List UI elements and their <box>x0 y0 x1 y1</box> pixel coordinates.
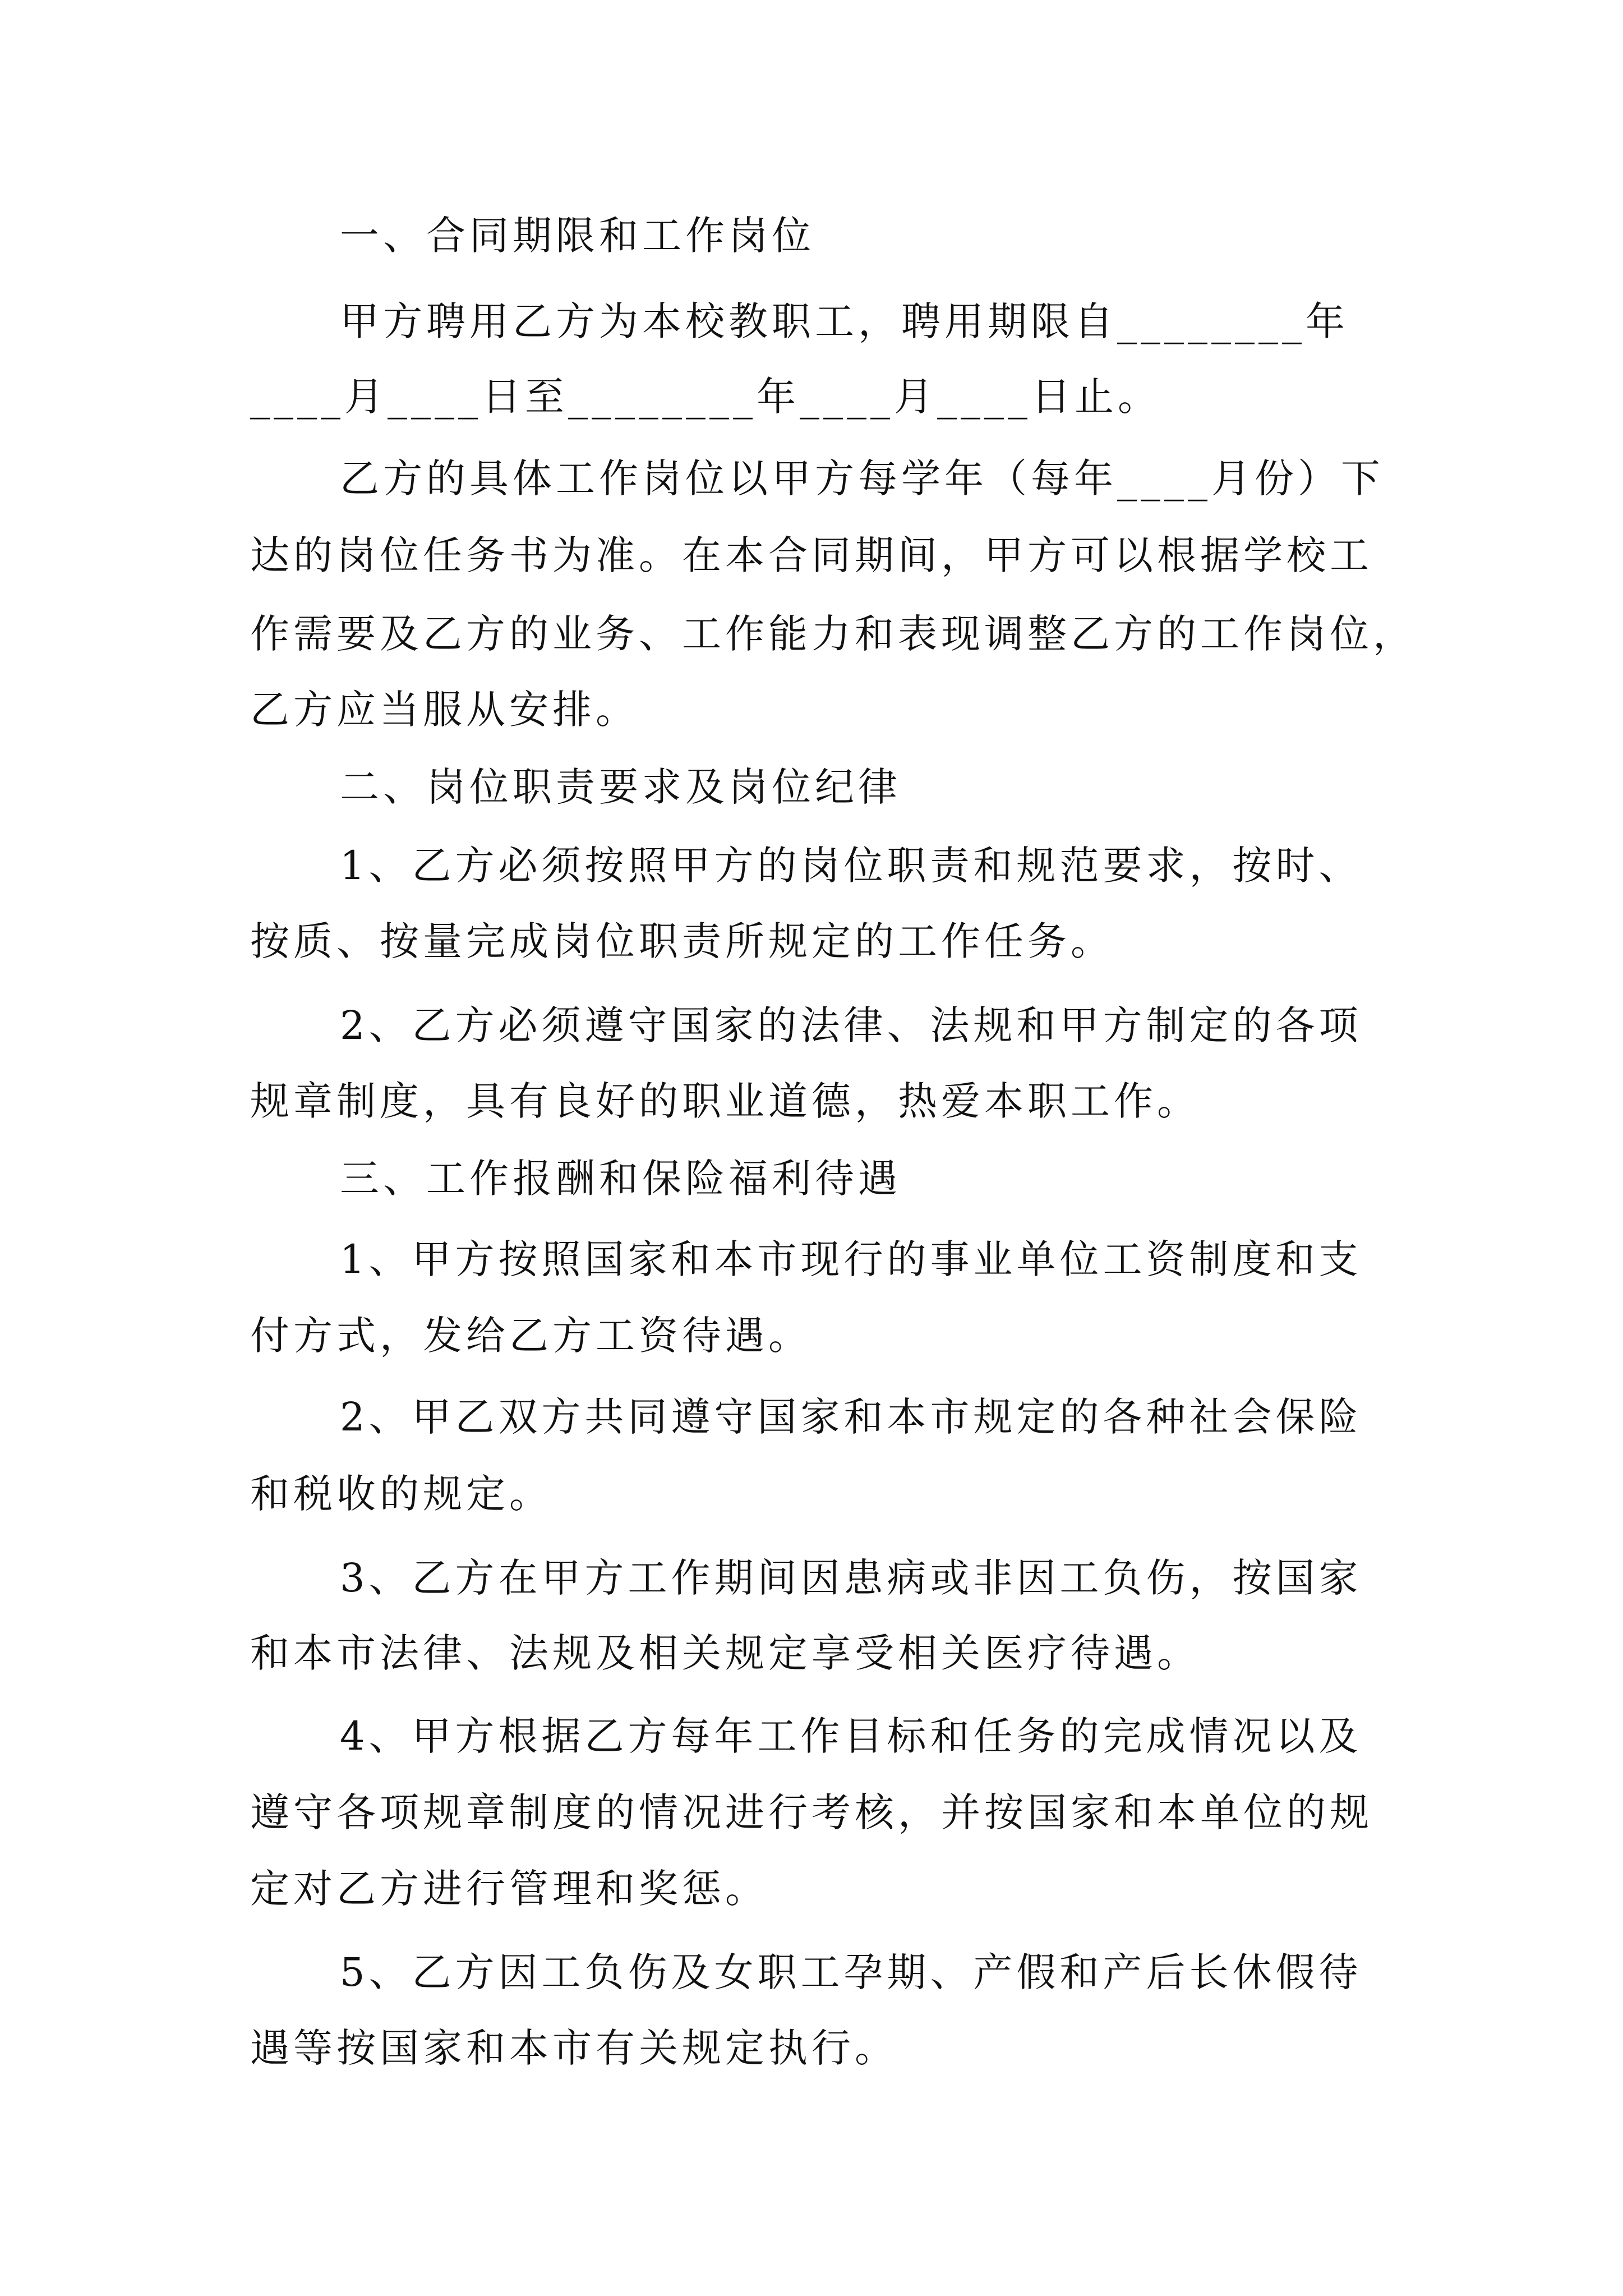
paragraph-line: 2、乙方必须遵守国家的法律、法规和甲方制定的各项 <box>340 1002 1362 1048</box>
paragraph-line: 遇等按国家和本市有关规定执行。 <box>250 2025 898 2071</box>
paragraph-line: 5、乙方因工负伤及女职工孕期、产假和产后长休假待 <box>340 1949 1362 1995</box>
paragraph-line: 按质、按量完成岗位职责所规定的工作任务。 <box>250 918 1114 964</box>
paragraph-line: 4、甲方根据乙方每年工作目标和任务的完成情况以及 <box>340 1713 1362 1759</box>
paragraph-line: ____月____日至________年____月____日止。 <box>250 374 1161 420</box>
paragraph-line: 和税收的规定。 <box>250 1471 552 1517</box>
paragraph-line: 作需要及乙方的业务、工作能力和表现调整乙方的工作岗位， <box>250 611 1416 657</box>
paragraph-line: 3、乙方在甲方工作期间因患病或非因工负伤，按国家 <box>340 1555 1362 1601</box>
paragraph-line: 规章制度，具有良好的职业道德，热爱本职工作。 <box>250 1078 1200 1124</box>
paragraph-line: 定对乙方进行管理和奖惩。 <box>250 1866 768 1912</box>
paragraph-line: 付方式，发给乙方工资待遇。 <box>250 1313 811 1359</box>
paragraph-line: 乙方的具体工作岗位以甲方每学年（每年____月份）下 <box>340 455 1384 501</box>
section-heading-2: 二、岗位职责要求及岗位纪律 <box>340 764 901 810</box>
paragraph-line: 达的岗位任务书为准。在本合同期间，甲方可以根据学校工 <box>250 532 1373 578</box>
paragraph-line: 1、乙方必须按照甲方的岗位职责和规范要求，按时、 <box>340 843 1362 889</box>
paragraph-line: 遵守各项规章制度的情况进行考核，并按国家和本单位的规 <box>250 1789 1373 1835</box>
section-heading-3: 三、工作报酬和保险福利待遇 <box>340 1156 901 1202</box>
section-heading-1: 一、合同期限和工作岗位 <box>340 213 815 259</box>
paragraph-line: 乙方应当服从安排。 <box>250 687 639 733</box>
paragraph-line: 2、甲乙双方共同遵守国家和本市规定的各种社会保险 <box>340 1394 1362 1440</box>
paragraph-line: 和本市法律、法规及相关规定享受相关医疗待遇。 <box>250 1630 1200 1676</box>
paragraph-line: 甲方聘用乙方为本校教职工，聘用期限自________年 <box>340 298 1349 344</box>
paragraph-line: 1、甲方按照国家和本市现行的事业单位工资制度和支 <box>340 1236 1362 1282</box>
